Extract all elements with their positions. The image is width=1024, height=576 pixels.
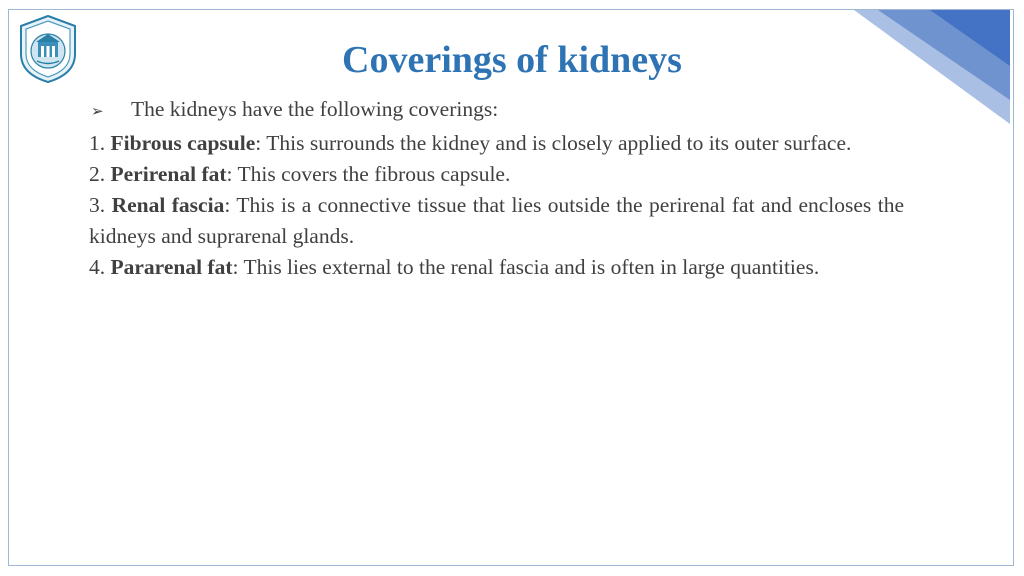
item-number: 3. <box>89 193 112 217</box>
covering-item-4 <box>89 252 904 283</box>
item-term: Perirenal fat <box>110 162 227 186</box>
item-term: Pararenal fat <box>110 255 233 279</box>
item-term: Renal fascia <box>111 193 225 217</box>
covering-item-2 <box>89 159 904 190</box>
item-text: : This is a connective tissue that lies outside the perirenal fat and encloses the kidneys and suprarenal glands. <box>89 193 905 248</box>
arrow-bullet-icon: ➢ <box>91 104 104 120</box>
item-number: 4. <box>89 255 111 279</box>
covering-item-3 <box>89 190 904 252</box>
item-number: 1. <box>89 131 111 155</box>
item-text: : This covers the fibrous capsule. <box>226 162 511 186</box>
item-term: Fibrous capsule <box>110 131 256 155</box>
covering-item-1 <box>89 128 904 159</box>
intro-line <box>89 94 904 128</box>
slide-content <box>89 94 904 283</box>
item-text: : This surrounds the kidney and is closely applied to its outer surface. <box>255 131 852 155</box>
intro-text: The kidneys have the following coverings: <box>131 97 499 121</box>
item-number: 2. <box>89 162 111 186</box>
slide-title: Coverings of kidneys <box>342 39 682 81</box>
item-text: : This lies external to the renal fascia and is often in large quantities. <box>232 255 820 279</box>
